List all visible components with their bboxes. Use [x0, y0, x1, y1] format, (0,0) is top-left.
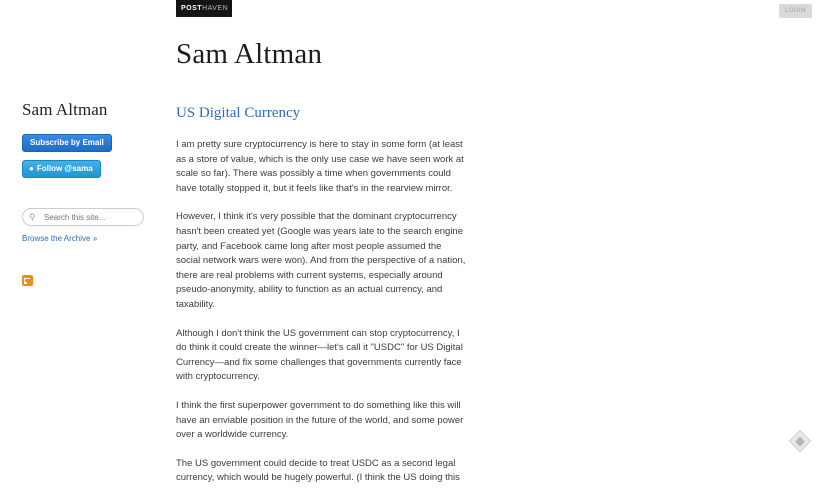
search-icon: ⚲: [29, 212, 36, 222]
scroll-to-top-inner: [795, 437, 805, 447]
sidebar: [22, 100, 162, 286]
follow-twitter-button[interactable]: [22, 160, 101, 178]
scroll-to-top-icon[interactable]: [789, 430, 812, 453]
follow-twitter-label: Follow @sama: [36, 164, 93, 173]
posthaven-badge[interactable]: [176, 0, 232, 17]
post-paragraph: Although I don't think the US government can stop cryptocurrency, I do think it could create the winner—let's call it "USDC" for US Digital Currency—and fix some challenges that governments currently face with cryptocurrency.: [176, 327, 463, 383]
post-body: [176, 138, 466, 486]
post-paragraph: The US government could decide to treat USDC as a second legal currency, which would be hugely powerful. (I think the US doing this: [176, 457, 460, 484]
subscribe-by-email-button[interactable]: Subscribe by Email: [22, 134, 112, 152]
browse-archive-link[interactable]: Browse the Archive »: [22, 234, 98, 243]
post-paragraph: I think the first superpower government to do something like this will have an enviable position in the future of the world, and some power over a worldwide currency.: [176, 399, 464, 441]
post-title-link[interactable]: US Digital Currency: [176, 105, 301, 121]
main-content: [176, 38, 466, 500]
page-title: Sam Altman: [176, 38, 323, 70]
login-button[interactable]: LOGIN: [779, 4, 812, 18]
search-input[interactable]: [42, 209, 140, 225]
posthaven-badge-prefix: POST: [181, 5, 203, 12]
rss-icon[interactable]: [22, 275, 33, 286]
twitter-bird-icon: ●: [29, 164, 34, 173]
search-box[interactable]: [22, 208, 144, 226]
post-paragraph: I am pretty sure cryptocurrency is here to stay in some form (at least as a store of value, which is the only use case we have seen work at scale so far). There was possibly a time when governments could have totally stopped it, but it feels like that's in the rearview mirror.: [176, 139, 464, 194]
sidebar-title: Sam Altman: [22, 100, 108, 119]
post-paragraph: However, I think it's very possible that the dominant cryptocurrency hasn't been created yet (Google was years late to the search engine party, and Facebook came long after most people assumed the social network wars were won). And from the perspective of a nation, there are real problems with current systems, especially around pseudo-anonymity, ability to function as an actual currency, and taxability.: [176, 211, 466, 310]
posthaven-badge-suffix: HAVEN: [202, 5, 229, 12]
